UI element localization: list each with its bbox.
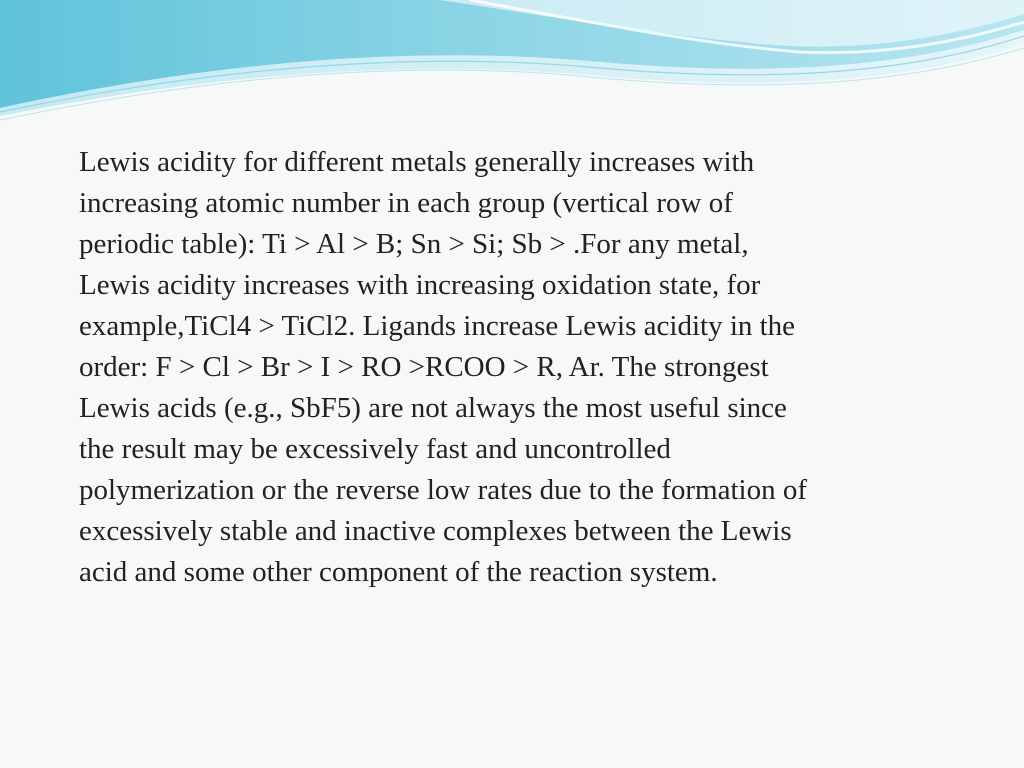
body-line: acid and some other component of the reaction system. xyxy=(79,556,718,588)
header-wave-decoration xyxy=(0,0,1024,130)
body-line: Lewis acidity for different metals generally increases with xyxy=(79,146,755,178)
body-line: the result may be excessively fast and uncontrolled xyxy=(79,433,671,465)
body-line: order: F > Cl > Br > I > RO >RCOO > R, Ar. The strongest xyxy=(79,351,769,383)
body-line: Lewis acidity increases with increasing oxidation state, for xyxy=(79,269,761,301)
body-line: polymerization or the reverse low rates due to the formation of xyxy=(79,474,807,506)
body-text xyxy=(79,142,959,593)
body-line: periodic table): Ti > Al > B; Sn > Si; Sb > .For any metal, xyxy=(79,228,749,260)
body-line: excessively stable and inactive complexes between the Lewis xyxy=(79,515,792,547)
body-line: example,TiCl4 > TiCl2. Ligands increase Lewis acidity in the xyxy=(79,310,796,342)
body-line: Lewis acids (e.g., SbF5) are not always the most useful since xyxy=(79,392,787,424)
body-line: increasing atomic number in each group (vertical row of xyxy=(79,187,733,219)
